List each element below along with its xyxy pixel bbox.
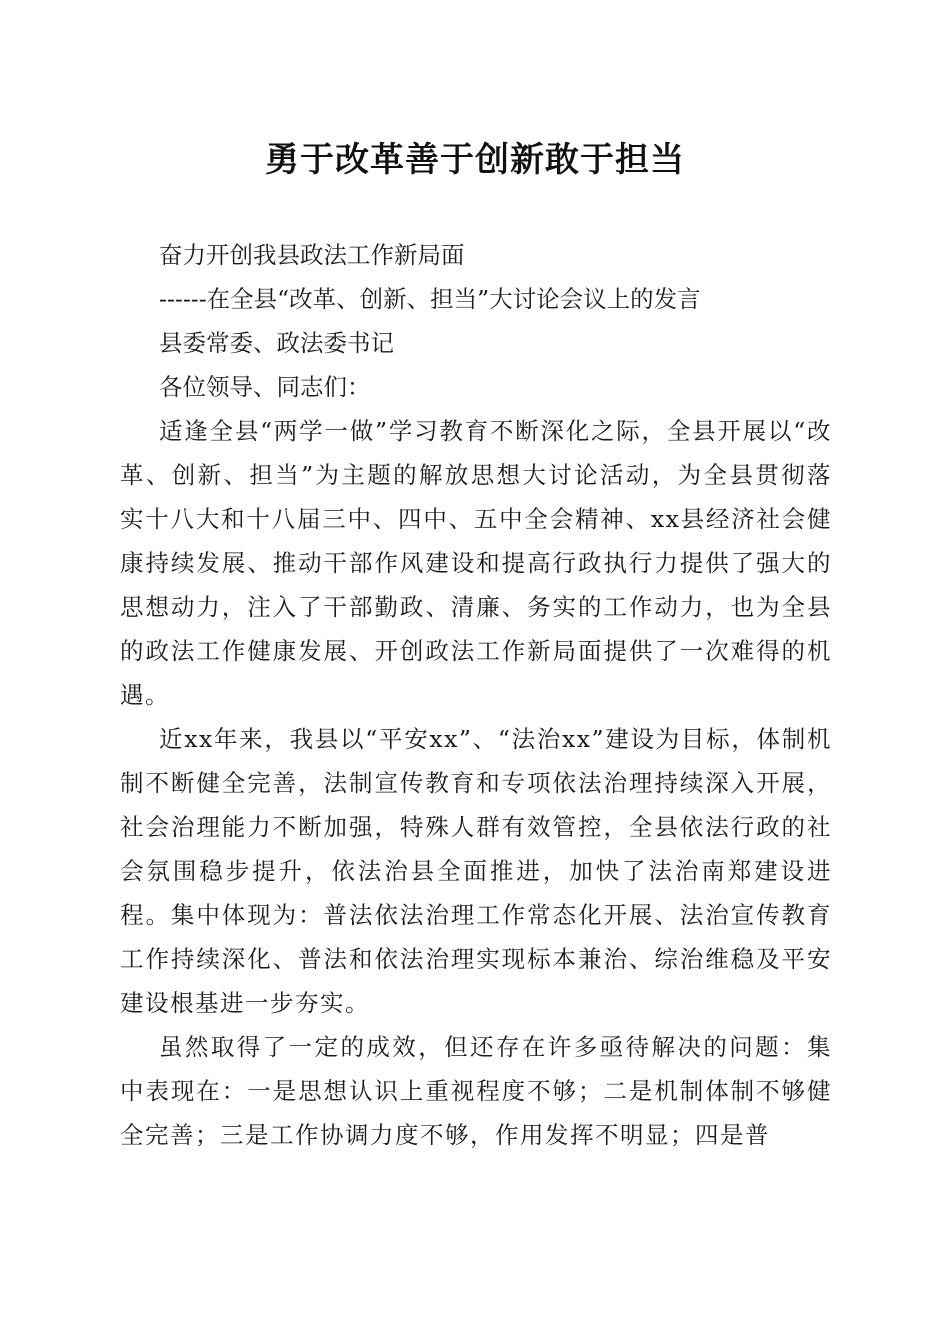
salutation-line: 各位领导、同志们：	[159, 373, 371, 401]
paragraph-2: 近xx年来，我县以“平安xx”、“法治xx”建设为目标，体制机制不断健全完善，法制宣传教育和专项依法治理持续深入开展，社会治理能力不断加强，特殊人群有效管控，全县依法行政的社会氛围稳步提升，依法治县全面推进，加快了法治南郑建设进程。集中体现为：普法依法治理工作常态化开展、法治宣传教育工作持续深化、普法和依法治理实现标本兼治、综治维稳及平安建设根基进一步夯实。	[120, 725, 832, 1017]
paragraph-1: 适逢全县“两学一做”学习教育不断深化之际，全县开展以“改革、创新、担当”为主题的解放思想大讨论活动，为全县贯彻落实十八大和十八届三中、四中、五中全会精神、xx县经济社会健康持续发展、推动干部作风建设和提高行政执行力提供了强大的思想动力，注入了干部勤政、清廉、务实的工作动力，也为全县的政法工作健康发展、开创政法工作新局面提供了一次难得的机遇。	[120, 417, 832, 709]
speaker-line: 县委常委、政法委书记	[159, 329, 394, 357]
occasion-line: ------在全县“改革、创新、担当”大讨论会议上的发言	[159, 285, 701, 313]
document-title: 勇于改革善于创新敢于担当	[265, 140, 685, 180]
paragraph-3: 虽然取得了一定的成效，但还存在许多亟待解决的问题：集中表现在：一是思想认识上重视程度不够；二是机制体制不够健全完善；三是工作协调力度不够，作用发挥不明显；四是普	[120, 1033, 832, 1149]
document-body	[120, 233, 832, 1157]
subtitle-line: 奋力开创我县政法工作新局面	[159, 241, 465, 269]
